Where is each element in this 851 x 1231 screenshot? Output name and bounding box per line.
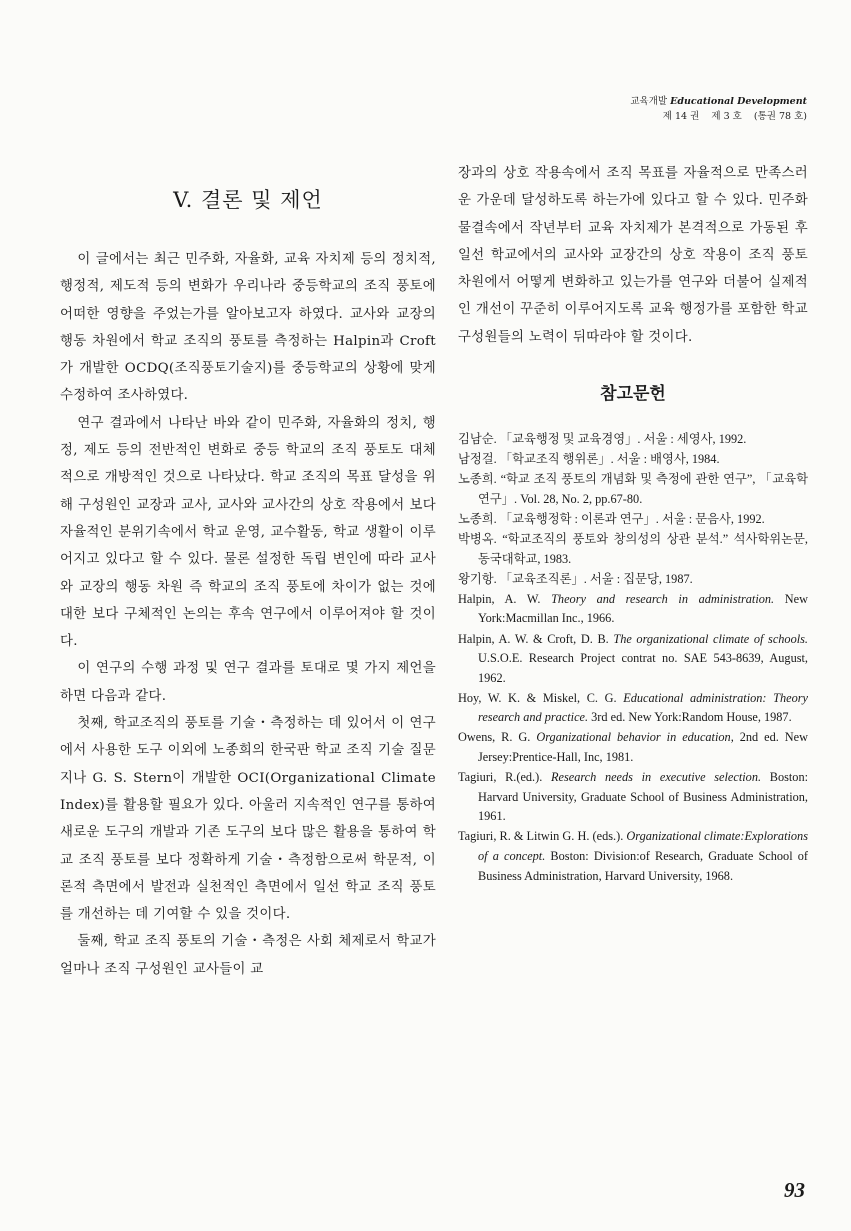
body-paragraph: 둘째, 학교 조직 풍토의 기술・측정은 사회 체제로서 학교가 얼마나 조직 구성원인 교사들이 교 <box>60 934 436 977</box>
left-column <box>60 150 436 983</box>
reference-item: Halpin, A. W. Theory and research in administration. New York:Macmillan Inc., 1966. <box>458 591 809 626</box>
body-paragraph: 연구 결과에서 나타난 바와 같이 민주화, 자율화의 정치, 행정, 제도 등의 전반적인 변화로 중등 학교의 조직 풍토도 대체적으로 개방적인 것으로 나타났다. 학교 조직의 목표 달성을 위해 구성원인 교장과 교사, 교사와 교사간의 상호 작용에서 보다 자율적인 분위기속에서 학교 운영, 교수활동, 학교 생활이 이루어지고 있다고 할 수 있다. 물론 설정한 독립 변인에 따라 교사와 교장의 행동 차원 즉 학교의 조직 풍토에 차이가 없는 것에 대한 보다 구체적인 논의는 후속 연구에서 이루어져야 할 것이다. <box>60 415 436 650</box>
reference-item: Hoy, W. K. & Miskel, C. G. Educational administration: Theory research and practice. 3rd ed. New York:Random House, 1987. <box>458 690 808 725</box>
page-number: 93 <box>784 1178 805 1202</box>
body-paragraph: 장과의 상호 작용속에서 조직 목표를 자율적으로 만족스러운 가운데 달성하도록 하는가에 있다고 할 수 있다. 민주화 물결속에서 작년부터 교육 자치제가 본격적으로 가동된 후 일선 학교에서의 교사와 교장간의 상호 작용이 조직 풍토 차원에서 어떻게 변화하고 있는가를 연구와 더불어 실제적인 개선이 꾸준히 이루어지도록 교육 행정가를 포함한 학교 구성원들의 노력이 뒤따라야 할 것이다. <box>458 166 808 345</box>
total-issue-label: (통권 78 호) <box>753 111 807 122</box>
journal-header <box>630 94 807 124</box>
dotted-divider <box>40 127 812 135</box>
reference-item: 남정걸. 「학교조직 행위론」. 서울 : 배영사, 1984. <box>458 452 720 467</box>
body-paragraph: 이 글에서는 최근 민주화, 자율화, 교육 자치제 등의 정치적, 행정적, 제도적 등의 변화가 우리나라 중등학교의 조직 풍토에 어떠한 영향을 주었는가를 알아보고자 하였다. 교사와 교장의 행동 차원에서 학교 조직의 풍토를 측정하는 Halpin과 Croft가 개발한 OCDQ(조직풍토기술지)를 중등학교의 상황에 맞게 수정하여 조사하였다. <box>60 252 436 404</box>
section-title: V. 결론 및 제언 <box>173 188 323 212</box>
references-title: 참고문헌 <box>600 384 666 405</box>
journal-english-title: Educational Development <box>670 96 807 107</box>
reference-item: 왕기항. 「교육조직론」. 서울 : 집문당, 1987. <box>458 571 693 586</box>
body-paragraph: 이 연구의 수행 과정 및 연구 결과를 토대로 몇 가지 제언을 하면 다음과 같다. <box>60 661 436 704</box>
reference-item: Tagiuri, R. & Litwin G. H. (eds.). Organizational climate:Explorations of a concept. Boston: Division:of Research, Graduate School of Business Administration, Harvard University, 1968. <box>458 829 808 883</box>
right-column <box>458 160 808 887</box>
reference-item: 노종희. 「교육행정학 : 이론과 연구」. 서울 : 문음사, 1992. <box>458 511 765 526</box>
reference-item: 박병옥. “학교조직의 풍토와 창의성의 상관 분석.” 석사학위논문, 동국대학교, 1983. <box>458 532 808 566</box>
volume-label: 제 14 권 <box>662 111 700 122</box>
reference-list <box>458 430 808 886</box>
body-paragraph: 첫째, 학교조직의 풍토를 기술・측정하는 데 있어서 이 연구에서 사용한 도구 이외에 노종희의 한국판 학교 조직 기술 질문지나 G. S. Stern이 개발한 OCI(Organizational Climate Index)를 활용할 필요가 있다. 아울러 지속적인 연구를 통하여 새로운 도구의 개발과 기존 도구의 보다 많은 활용을 통하여 학교 조직 풍토를 보다 정확하게 기술・측정함으로써 학문적, 이론적 측면에서 발전과 실천적인 측면에서 일선 학교 조직 풍토를 개선하는 데 기여할 수 있을 것이다. <box>60 716 436 923</box>
issue-label: 제 3 호 <box>711 111 742 122</box>
reference-item: Owens, R. G. Organizational behavior in education, 2nd ed. New Jersey:Prentice-Hall, Inc, 1981. <box>458 730 808 765</box>
journal-korean-title: 교육개발 <box>630 96 668 107</box>
reference-item: Tagiuri, R.(ed.). Research needs in executive selection. Boston: Harvard University, Graduate School of Business Administration, 1961. <box>458 770 809 824</box>
reference-item: 노종희. “학교 조직 풍토의 개념화 및 측정에 관한 연구”, 「교육학연구」. Vol. 28, No. 2, pp.67-80. <box>458 472 808 506</box>
reference-item: 김남순. 「교육행정 및 교육경영」. 서울 : 세영사, 1992. <box>458 432 747 447</box>
reference-item: Halpin, A. W. & Croft, D. B. The organizational climate of schools. U.S.O.E. Research Project contrat no. SAE 543-8639, August, 1962. <box>458 631 808 685</box>
